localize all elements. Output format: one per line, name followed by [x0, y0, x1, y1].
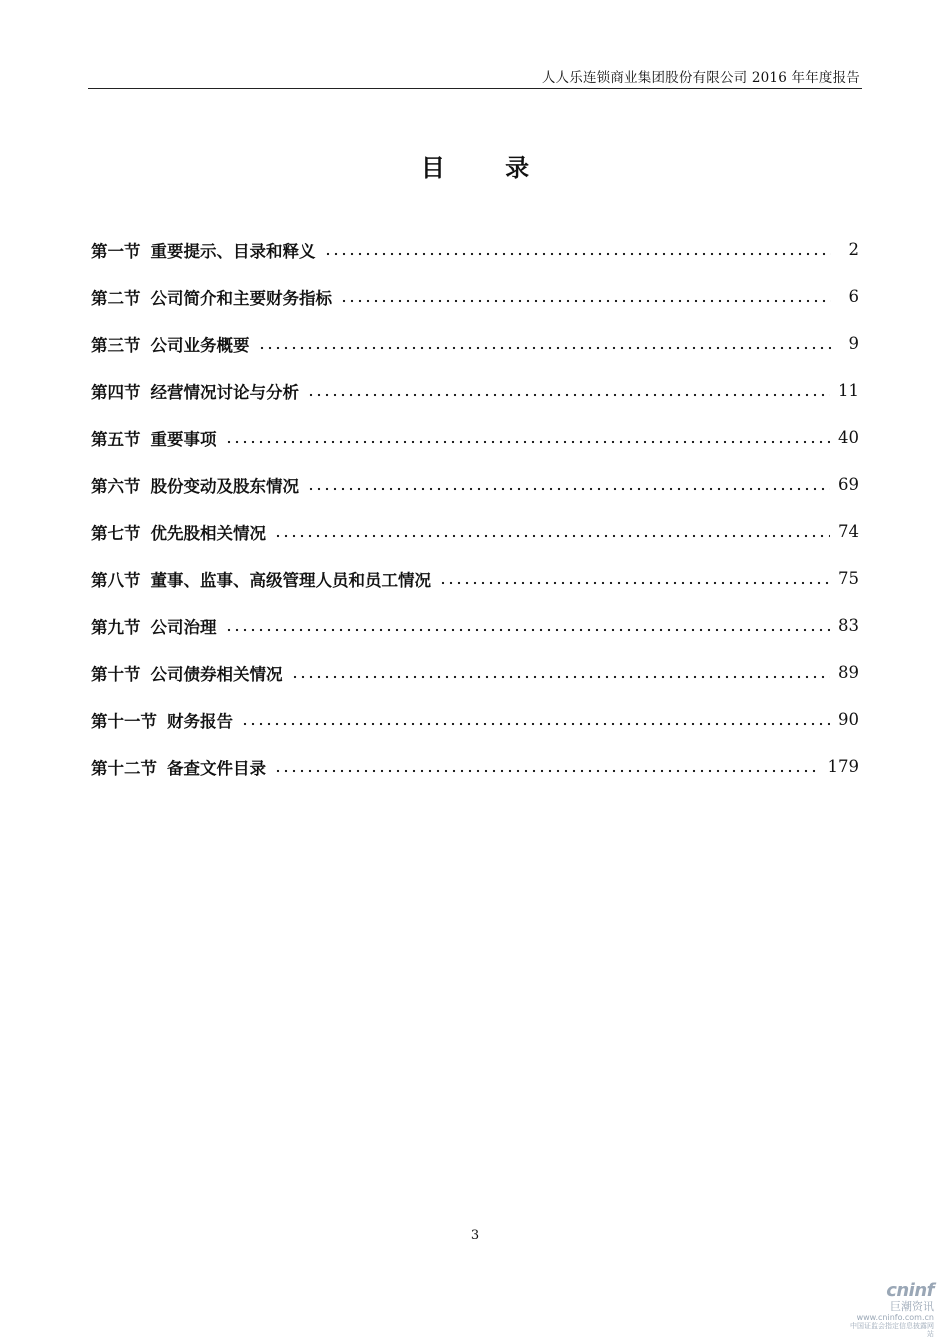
toc-section-number: 第六节	[91, 476, 141, 496]
toc-section-title: 优先股相关情况	[150, 523, 266, 543]
toc-entry[interactable]	[91, 696, 859, 743]
toc-section-number: 第十节	[91, 664, 141, 684]
toc-page-number: 6	[848, 287, 859, 306]
toc-dot-leader	[439, 580, 830, 586]
toc-dot-leader	[324, 251, 832, 257]
toc-page-number: 90	[838, 710, 859, 729]
table-of-contents	[91, 226, 859, 790]
toc-entry[interactable]	[91, 555, 859, 602]
toc-page-number: 40	[838, 428, 859, 447]
watermark-url: www.cninfo.com.cn	[856, 1313, 934, 1322]
toc-section-number: 第七节	[91, 523, 141, 543]
toc-section-title: 董事、监事、高级管理人员和员工情况	[150, 570, 431, 590]
toc-section-title: 公司简介和主要财务指标	[150, 288, 332, 308]
toc-section-number: 第四节	[91, 382, 141, 402]
watermark-name: 巨潮资讯	[890, 1300, 934, 1313]
toc-dot-leader	[307, 486, 830, 492]
toc-section-title: 公司业务概要	[150, 335, 250, 355]
toc-section-number: 第九节	[91, 617, 141, 637]
toc-section-number: 第五节	[91, 429, 141, 449]
toc-section-title: 股份变动及股东情况	[150, 476, 299, 496]
toc-dot-leader	[274, 533, 830, 539]
toc-section-title: 重要事项	[150, 429, 217, 449]
toc-dot-leader	[291, 674, 831, 680]
toc-section-number: 第十一节	[91, 711, 157, 731]
toc-page-number: 179	[827, 757, 859, 776]
toc-section-title: 公司债券相关情况	[150, 664, 283, 684]
toc-entry[interactable]	[91, 414, 859, 461]
toc-section-number: 第三节	[91, 335, 141, 355]
toc-section-number: 第十二节	[91, 758, 157, 778]
toc-page-number: 2	[848, 240, 859, 259]
toc-entry[interactable]	[91, 226, 859, 273]
page-header	[88, 64, 862, 89]
toc-dot-leader	[340, 298, 831, 304]
toc-section-title: 公司治理	[150, 617, 217, 637]
header-text: 人人乐连锁商业集团股份有限公司 2016 年年度报告	[541, 70, 860, 86]
toc-dot-leader	[307, 392, 830, 398]
toc-section-number: 第八节	[91, 570, 141, 590]
toc-dot-leader	[225, 439, 831, 445]
toc-section-title: 经营情况讨论与分析	[150, 382, 299, 402]
toc-dot-leader	[225, 627, 831, 633]
toc-entry[interactable]	[91, 649, 859, 696]
watermark-brand: cninf	[886, 1280, 934, 1301]
toc-entry[interactable]	[91, 743, 859, 790]
toc-section-title: 财务报告	[167, 711, 233, 731]
page-number: 3	[470, 1228, 480, 1243]
toc-page-number: 89	[838, 663, 859, 682]
toc-page-number: 83	[838, 616, 859, 635]
watermark-subtitle: 中国证监会指定信息披露网站	[850, 1322, 934, 1338]
toc-page-number: 9	[848, 334, 859, 353]
toc-section-title: 重要提示、目录和释义	[150, 241, 316, 261]
toc-entry[interactable]	[91, 273, 859, 320]
toc-section-number: 第二节	[91, 288, 141, 308]
toc-entry[interactable]	[91, 320, 859, 367]
toc-dot-leader	[274, 768, 820, 774]
toc-entry[interactable]	[91, 461, 859, 508]
toc-page-number: 75	[838, 569, 859, 588]
toc-dot-leader	[241, 721, 830, 727]
page-title: 目 录	[420, 154, 556, 182]
toc-dot-leader	[258, 345, 832, 351]
toc-entry[interactable]	[91, 602, 859, 649]
toc-page-number: 11	[838, 381, 859, 400]
toc-entry[interactable]	[91, 367, 859, 414]
cninfo-watermark-logo	[844, 1282, 934, 1338]
toc-entry[interactable]	[91, 508, 859, 555]
toc-page-number: 74	[838, 522, 859, 541]
toc-page-number: 69	[838, 475, 859, 494]
toc-section-title: 备查文件目录	[167, 758, 266, 778]
toc-section-number: 第一节	[91, 241, 141, 261]
